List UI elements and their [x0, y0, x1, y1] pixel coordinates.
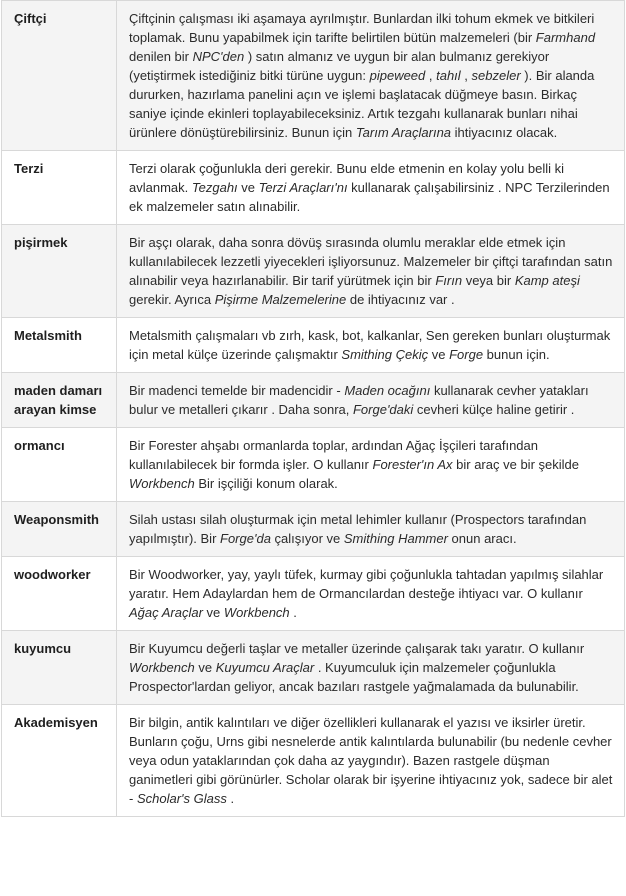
profession-description: [117, 705, 625, 817]
description-text: Terzi olarak çoğunlukla deri gerekir. Bunu elde etmenin en kolay yolu belli ki avlanmak.: [129, 161, 565, 195]
description-text: Silah ustası silah oluşturmak için metal lehimler kullanır (Prospectors tarafından yapılmıştır). Bir: [129, 512, 587, 546]
description-text: .: [289, 605, 297, 620]
description-text: gerekir. Ayrıca: [129, 292, 215, 307]
description-text: çalışıyor ve: [270, 531, 344, 546]
profession-name: Weaponsmith: [2, 502, 117, 557]
table-row: [2, 1, 625, 151]
table-row: [2, 557, 625, 631]
profession-name: Çiftçi: [2, 1, 117, 151]
italic-term: Forge'da: [220, 531, 271, 546]
table-row: [2, 705, 625, 817]
description-text: ve: [237, 180, 259, 195]
profession-name: Terzi: [2, 151, 117, 225]
description-text: bunun için.: [483, 347, 550, 362]
description-text: bir araç ve bir şekilde: [452, 457, 579, 472]
description-text: onun aracı.: [447, 531, 517, 546]
profession-name: pişirmek: [2, 225, 117, 318]
profession-name: maden damarı arayan kimse: [2, 373, 117, 428]
description-text: ,: [460, 68, 472, 83]
profession-description: [117, 151, 625, 225]
description-text: . Kuyumculuk için malzemeler çoğunlukla Prospector'lardan geliyor, ancak bazıları rastgele yağmalamada da bulunabilir.: [129, 660, 579, 694]
description-text: ve: [428, 347, 450, 362]
italic-term: Forge: [449, 347, 484, 362]
profession-description: [117, 225, 625, 318]
italic-term: Forester'ın Ax: [372, 457, 453, 472]
table-row: [2, 428, 625, 502]
italic-term: Maden ocağını: [344, 383, 431, 398]
profession-name: woodworker: [2, 557, 117, 631]
description-text: ). Bir alanda dururken, hazırlama panelini açın ve işlemi başlatacak düğmeye basın. Birkaç saniye içinde ekinleri toplayabileceksiniz. Artık tezgahı kullanarak bunları nihai ürünlere dönüştürebilirsiniz. Bunun için: [129, 68, 595, 140]
description-text: Bir aşçı olarak, daha sonra dövüş sırasında olumlu meraklar elde etmek için kullanılabilecek lezzetli yiyecekleri işliyorsunuz. Malzemeler bir çiftçi tarafından satın alınabilir veya hazırlanabilir. Bir tarif yürütmek için bir: [129, 235, 613, 288]
italic-term: Fırın: [435, 273, 463, 288]
italic-term: Tarım Araçlarına: [355, 125, 452, 140]
italic-term: Pişirme Malzemelerine: [214, 292, 347, 307]
description-text: ihtiyacınız olacak.: [451, 125, 558, 140]
profession-name: kuyumcu: [2, 631, 117, 705]
description-text: Bir işçiliği konum olarak.: [194, 476, 338, 491]
italic-term: NPC'den: [192, 49, 245, 64]
description-text: .: [226, 791, 235, 806]
italic-term: Kamp ateşi: [514, 273, 580, 288]
professions-table-body: [2, 1, 625, 817]
description-text: de ihtiyacınız var .: [346, 292, 455, 307]
profession-description: [117, 631, 625, 705]
italic-term: Smithing Hammer: [343, 531, 448, 546]
profession-description: [117, 318, 625, 373]
profession-name: ormancı: [2, 428, 117, 502]
description-text: kullanarak cevher yatakları bulur ve metalleri çıkarır . Daha sonra,: [129, 383, 589, 417]
description-text: Bir Forester ahşabı ormanlarda toplar, ardından Ağaç İşçileri tarafından kullanılabilecek bir formda işler. O kullanır: [129, 438, 538, 472]
italic-term: Kuyumcu Araçlar: [215, 660, 315, 675]
description-text: ve: [202, 605, 224, 620]
professions-table: [1, 0, 625, 817]
italic-term: Workbench: [129, 476, 195, 491]
description-text: Bir Woodworker, yay, yaylı tüfek, kurmay gibi çoğunlukla tahtadan yapılmış silahlar yaratır. Hem Adaylardan hem de Ormancılardan desteğe ihtiyacı var. O kullanır: [129, 567, 604, 601]
table-row: [2, 318, 625, 373]
description-text: ,: [425, 68, 437, 83]
description-text: Metalsmith çalışmaları vb zırh, kask, bot, kalkanlar, Sen gereken bunları oluşturmak için metal külçe üzerinde çalışmaktır: [129, 328, 611, 362]
description-text: Bir madenci temelde bir madencidir -: [129, 383, 345, 398]
italic-term: Tezgahı: [191, 180, 238, 195]
table-row: [2, 502, 625, 557]
profession-description: [117, 373, 625, 428]
description-text: veya bir: [462, 273, 515, 288]
description-text: Bir bilgin, antik kalıntıları ve diğer özellikleri kullanarak el yazısı ve iksirler üretir. Bunların çoğu, Urns gibi nesnelerde antik kalıntılarda bulunabilir (bu nedenle cevher veya odun yataklarından çok daha az yaygındır). Bazen rastgele düşman ganimetleri gibi görünürler. Scholar olarak bir işyerine ihtiyacınız yok, sadece bir alet -: [129, 715, 613, 806]
italic-term: Farmhand: [535, 30, 596, 45]
description-text: ) satın almanız ve uygun bir alan bulmanız gerekiyor (yetiştirmek istediğiniz bitki türüne uygun:: [129, 49, 550, 83]
italic-term: Forge'daki: [352, 402, 414, 417]
italic-term: Scholar's Glass: [136, 791, 227, 806]
table-row: [2, 373, 625, 428]
profession-name: Akademisyen: [2, 705, 117, 817]
italic-term: pipeweed: [369, 68, 426, 83]
profession-description: [117, 502, 625, 557]
profession-description: [117, 557, 625, 631]
table-row: [2, 151, 625, 225]
table-row: [2, 225, 625, 318]
description-text: ve: [194, 660, 216, 675]
italic-term: Workbench: [129, 660, 195, 675]
description-text: Çiftçinin çalışması iki aşamaya ayrılmıştır. Bunlardan ilki tohum ekmek ve bitkileri toplamak. Bunu yapabilmek için tarifte belirtilen bütün malzemeleri (bir: [129, 11, 595, 45]
profession-description: [117, 428, 625, 502]
italic-term: Smithing Çekiç: [341, 347, 429, 362]
profession-name: Metalsmith: [2, 318, 117, 373]
description-text: denilen bir: [129, 49, 193, 64]
italic-term: Terzi Araçları'nı: [258, 180, 348, 195]
description-text: cevheri külçe haline getirir .: [413, 402, 575, 417]
table-row: [2, 631, 625, 705]
description-text: kullanarak çalışabilirsiniz . NPC Terzilerinden ek malzemeler satın alınabilir.: [129, 180, 610, 214]
italic-term: Workbench: [223, 605, 290, 620]
italic-term: sebzeler: [471, 68, 521, 83]
description-text: Bir Kuyumcu değerli taşlar ve metaller üzerinde çalışarak takı yaratır. O kullanır: [129, 641, 585, 656]
italic-term: Ağaç Araçlar: [129, 605, 203, 620]
italic-term: tahıl: [436, 68, 461, 83]
profession-description: [117, 1, 625, 151]
